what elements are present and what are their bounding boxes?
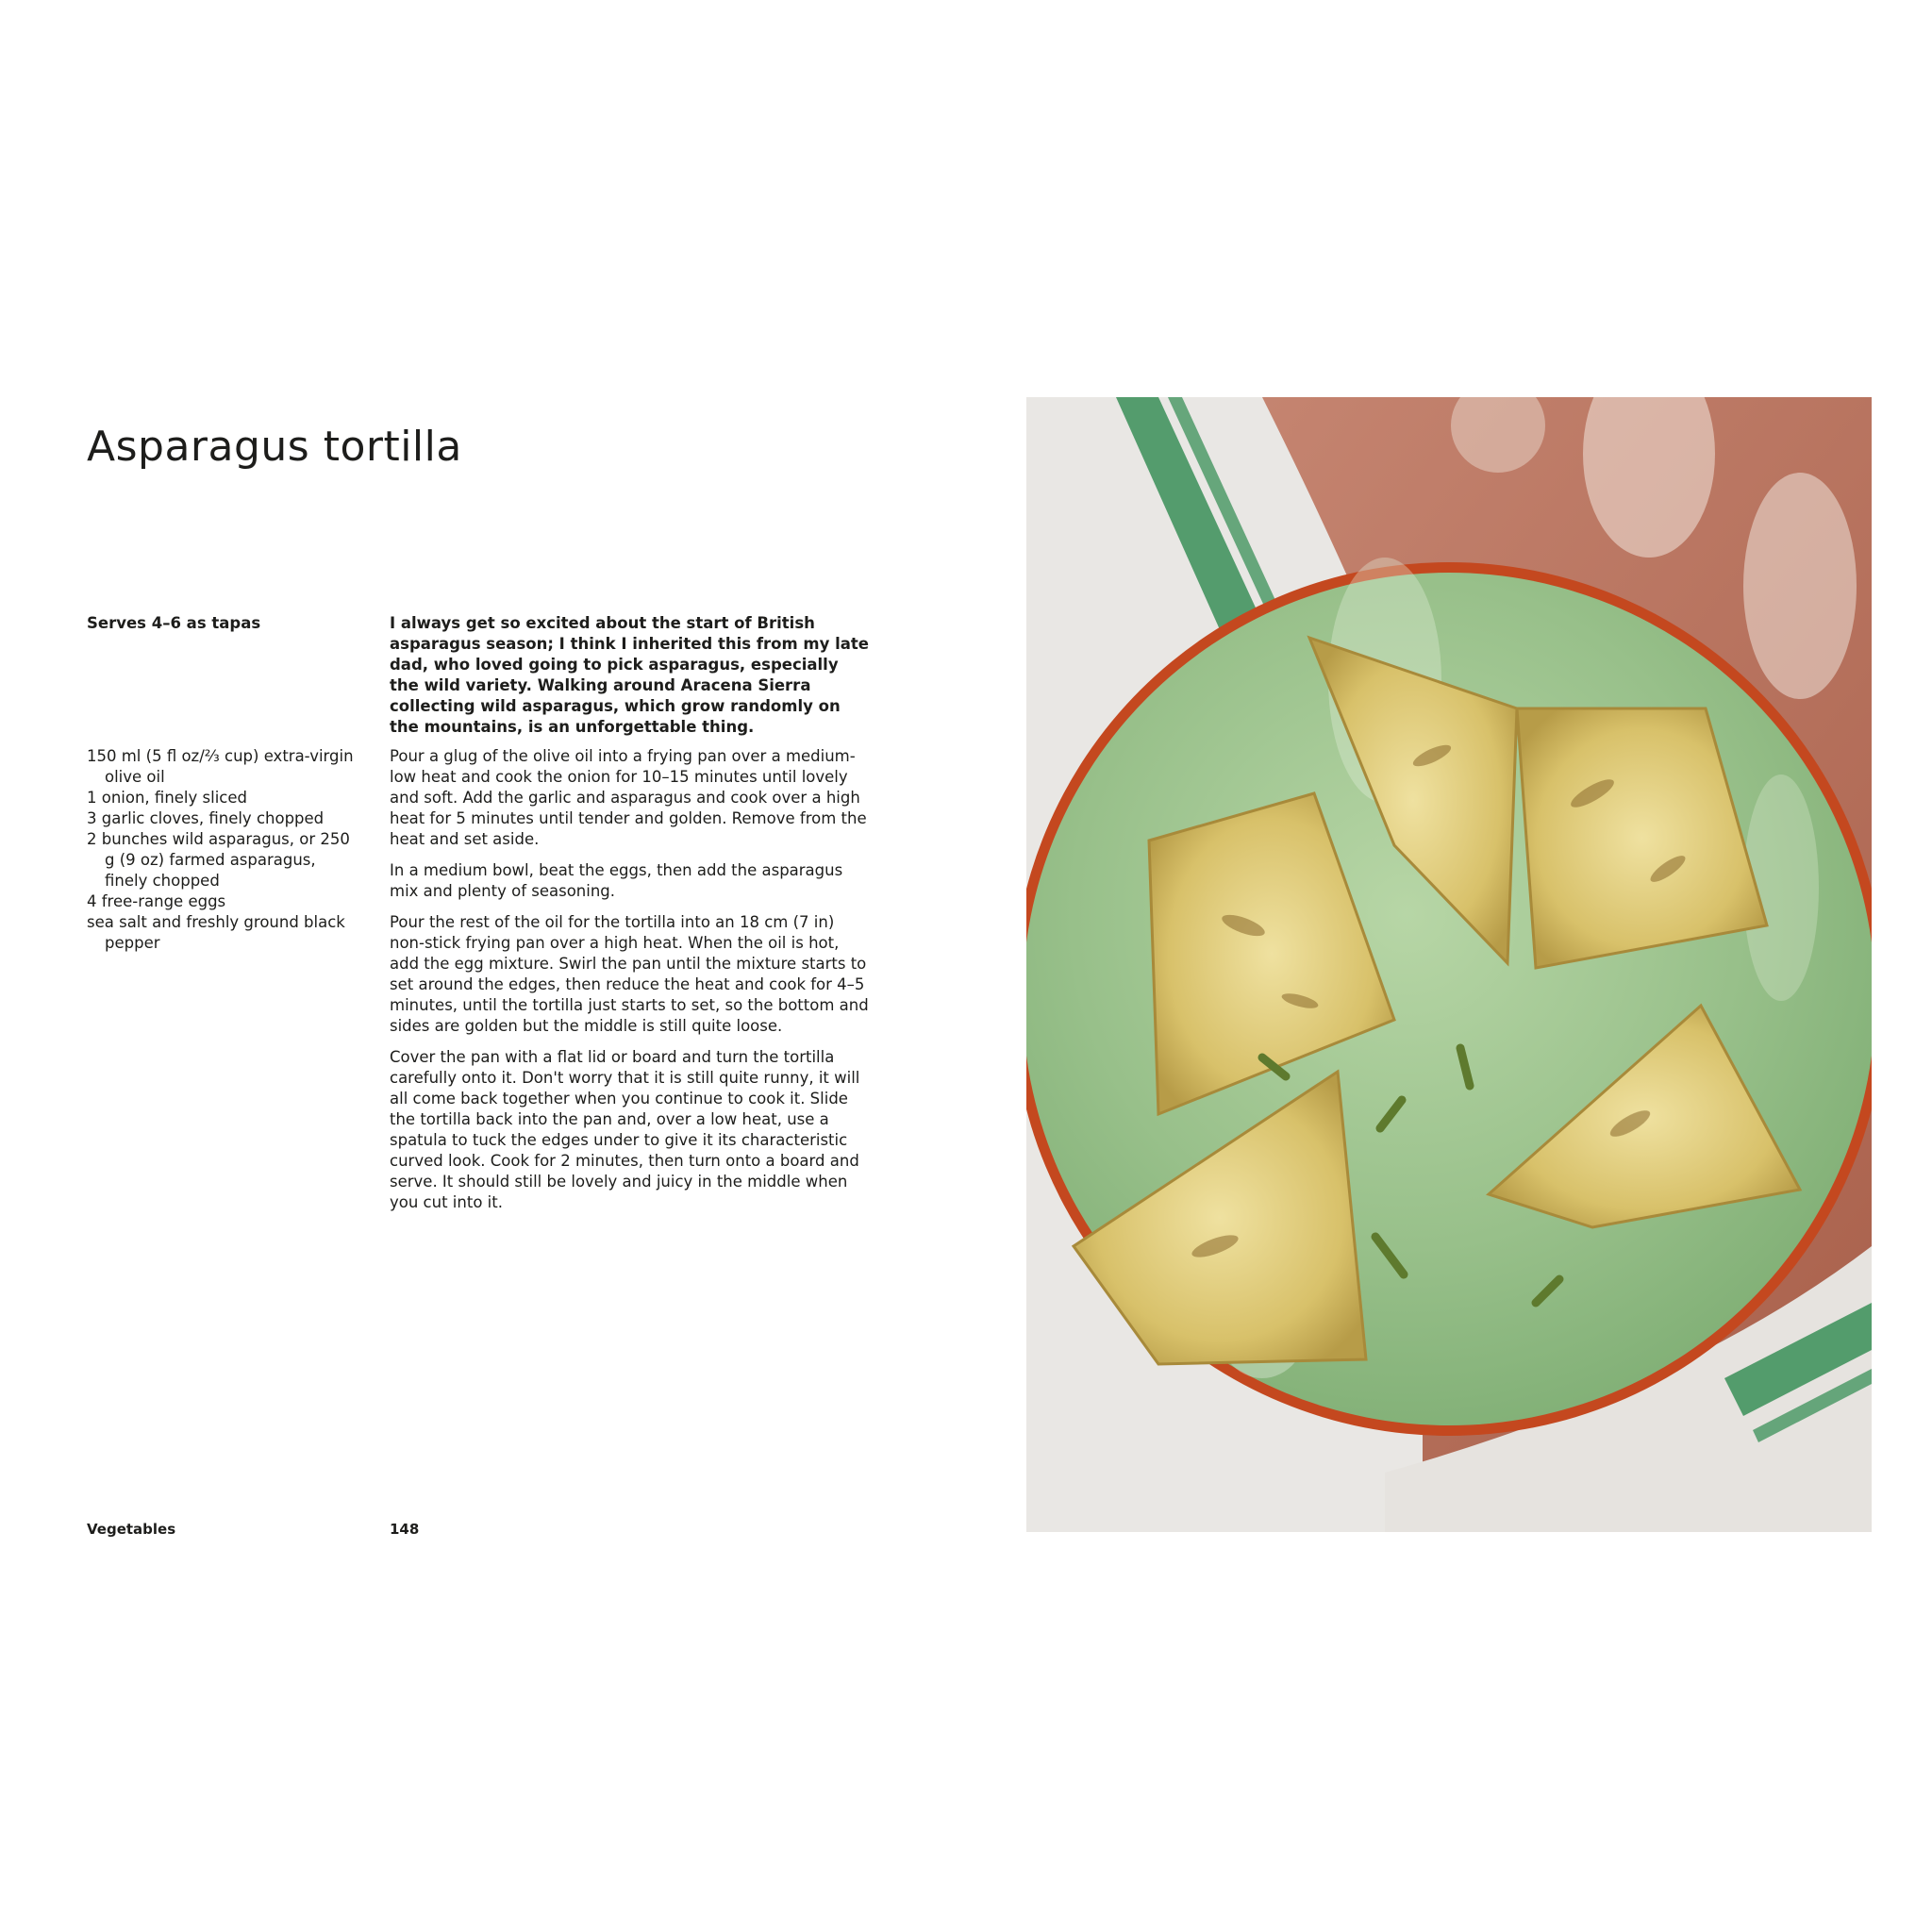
method-step: Cover the pan with a flat lid or board and turn the tortilla carefully onto it. Don't worry that it is still quite runny, it will all come back together when you continue to cook it. Slide the tortilla back into the pan and, over a low heat, use a spatula to tuck the edges under to give it its characteristic curved look. Cook for 2 minutes, then turn onto a board and serve. It should still be lovely and juicy in the middle when you cut into it.: [390, 1048, 860, 1211]
method-step: Pour the rest of the oil for the tortilla into an 18 cm (7 in) non-stick frying pan over a high heat. When the oil is hot, add the egg mixture. Swirl the pan until the mixture starts to set around the edges, then reduce the heat and cook for 4–5 minutes, until the tortilla just starts to set, so the bottom and sides are golden but the middle is still quite loose.: [390, 913, 869, 1035]
ingredient-item: 1 onion, finely sliced: [87, 789, 247, 807]
footer-section-label: Vegetables: [87, 1521, 176, 1538]
ingredient-item: 2 bunches wild asparagus, or 250 g (9 oz) farmed asparagus, finely chopped: [87, 830, 350, 890]
ingredient-item: 150 ml (5 fl oz/⅔ cup) extra-virgin olive oil: [87, 747, 354, 786]
method-step: Pour a glug of the olive oil into a frying pan over a medium-low heat and cook the onion for 10–15 minutes until lovely and soft. Add the garlic and asparagus and cook over a high heat for 5 minutes until tender and golden. Remove from the heat and set aside.: [390, 747, 867, 848]
ingredient-item: 4 free-range eggs: [87, 892, 226, 910]
ingredient-item: 3 garlic cloves, finely chopped: [87, 809, 325, 827]
tortilla-photo: [1026, 397, 1872, 1532]
tortilla-photo-illustration: [1026, 397, 1872, 1532]
method-step: In a medium bowl, beat the eggs, then add the asparagus mix and plenty of seasoning.: [390, 861, 843, 900]
method-steps: [390, 746, 873, 1224]
page-number: 148: [390, 1521, 420, 1538]
recipe-title: Asparagus tortilla: [87, 423, 462, 471]
recipe-intro: I always get so excited about the start of British asparagus season; I think I inherited this from my late dad, who loved going to pick asparagus, especially the wild variety. Walking around Aracena Sierra collecting wild asparagus, which grow randomly on the mountains, is an unforgettable thing.: [390, 614, 869, 736]
serves-note: Serves 4–6 as tapas: [87, 614, 261, 632]
ingredients-list: [87, 746, 360, 954]
ingredient-item: sea salt and freshly ground black pepper: [87, 913, 345, 952]
